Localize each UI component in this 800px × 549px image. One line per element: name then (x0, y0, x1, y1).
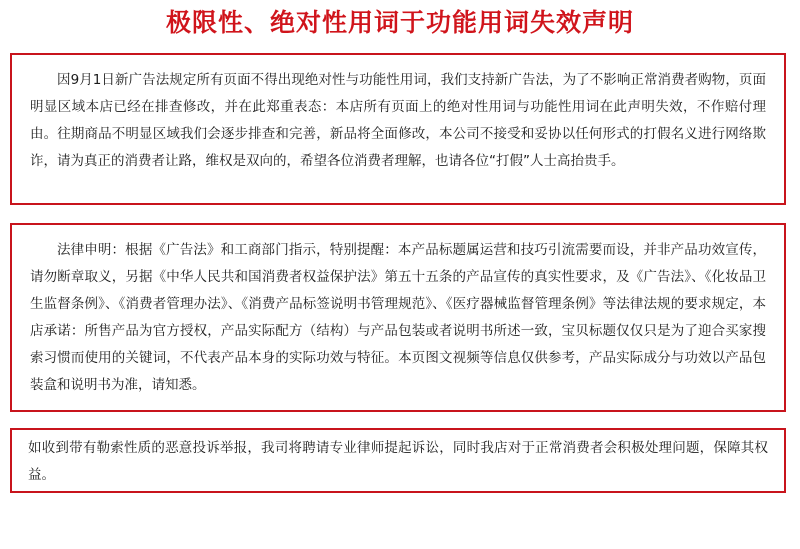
ad-law-notice-box (10, 53, 786, 205)
ad-law-notice-text: 因9月1日新广告法规定所有页面不得出现绝对性与功能性用词，我们支持新广告法，为了不影响正常消费者购物，页面明显区域本店已经在排查修改，并在此郑重表态：本店所有页面上的绝对性用词与功能性用词在此声明失效，不作赔付理由。往期商品不明显区域我们会逐步排查和完善，新品将全面修改，本公司不接受和妥协以任何形式的打假名义进行网络欺诈，请为真正的消费者让路，维权是双向的，希望各位消费者理解，也请各位“打假”人士高抬贵手。 (30, 72, 766, 169)
complaint-notice-box (10, 428, 786, 493)
page-title: 极限性、绝对性用词于功能用词失效声明 (165, 8, 634, 37)
complaint-notice-text: 如收到带有勒索性质的恶意投诉举报，我司将聘请专业律师提起诉讼，同时我店对于正常消费者会积极处理问题，保障其权益。 (28, 440, 768, 483)
legal-statement-text: 法律申明：根据《广告法》和工商部门指示，特别提醒：本产品标题属运营和技巧引流需要而设，并非产品功效宣传，请勿断章取义，另据《中华人民共和国消费者权益保护法》第五十五条的产品宣传的真实性要求，及《广告法》、《化妆品卫生监督条例》、《消费者管理办法》、《消费产品标签说明书管理规范》、《医疗器械监督管理条例》等法律法规的要求规定，本店承诺：所售产品为官方授权，产品实际配方（结构）与产品包装或者说明书所述一致，宝贝标题仅仅只是为了迎合买家搜索习惯而使用的关键词，不代表产品本身的实际功效与特征。本页图文视频等信息仅供参考，产品实际成分与功效以产品包装盒和说明书为准，请知悉。 (30, 242, 766, 393)
legal-statement-box (10, 223, 786, 412)
